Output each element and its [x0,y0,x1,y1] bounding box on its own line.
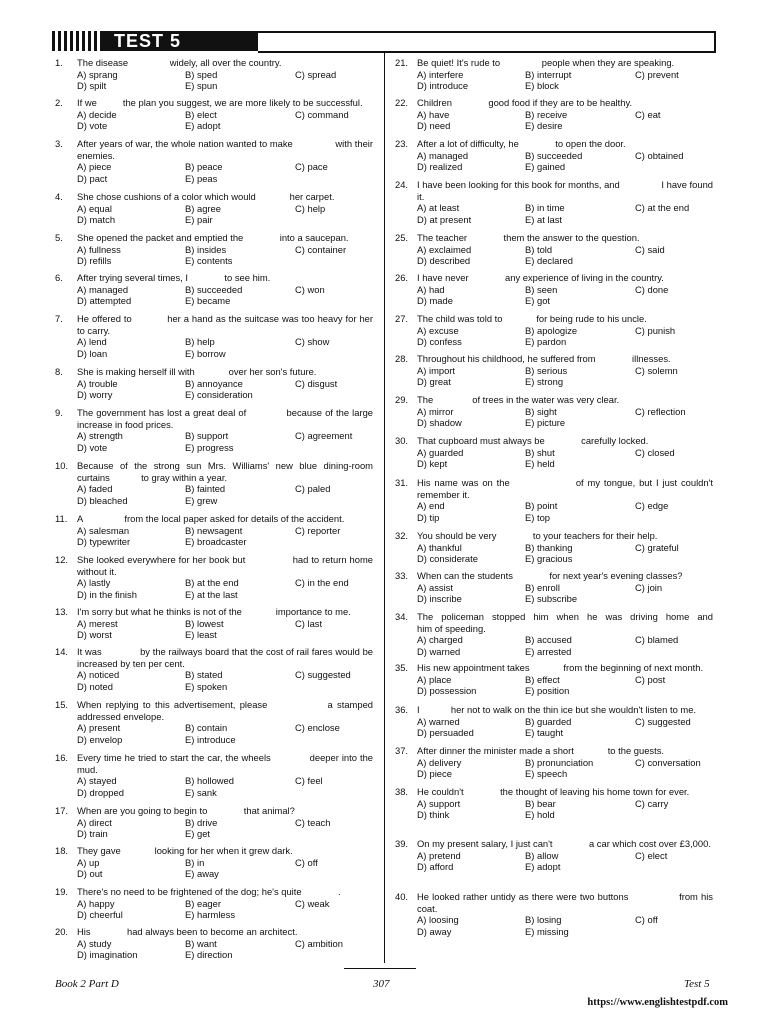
answer-option: D) described [417,255,471,267]
question-stem: They gave looking for her when it grew dark. [77,845,293,856]
question-stem: She opened the packet and emptied the into a saucepan. [77,232,349,243]
answer-option: A) direct [77,816,112,828]
answer-option: D) persuaded [417,727,474,739]
question-number: 30. [395,435,409,446]
answer-option: C) off [635,914,658,926]
answer-option: A) interfere [417,68,464,80]
answer-option: B) succeeded [525,149,583,161]
answer-option: C) punish [635,324,676,336]
question-number: 4. [55,191,63,202]
question-stem: She looked everywhere for her book but had to return home without it. [77,554,376,577]
answer-option: E) speech [525,768,568,780]
question-number: 23. [395,138,409,149]
answer-option: A) up [77,856,100,868]
answer-option: A) salesman [77,524,130,536]
question-number: 9. [55,407,63,418]
answer-option: D) afford [417,861,454,873]
answer-option: C) show [295,336,330,348]
question-number: 37. [395,745,409,756]
question-number: 13. [55,606,69,617]
answer-option: D) tip [417,511,440,523]
question-number: 16. [55,752,69,763]
question-stem: Throughout his childhood, he suffered from illnesses. [417,353,671,364]
question-stem: Every time he tried to start the car, the wheels deeper into the mud. [77,752,376,775]
answer-option: A) support [417,797,461,809]
answer-option: B) bear [525,797,556,809]
answer-option: A) piece [77,161,112,173]
answer-option: D) warned [417,645,461,657]
answer-option: A) had [417,283,445,295]
answer-option: D) need [417,120,451,132]
question-number: 40. [395,891,409,902]
answer-option: E) grew [185,494,218,506]
question-number: 32. [395,530,409,541]
answer-option: B) in [185,856,205,868]
answer-option: C) carry [635,797,669,809]
answer-option: D) noted [77,680,113,692]
answer-option: D) refills [77,255,112,267]
answer-option: C) conversation [635,756,701,768]
answer-option: D) envelop [77,733,123,745]
answer-option: A) managed [417,149,469,161]
question-stem: Because of the strong sun Mrs. Williams' new blue dining-room curtains to gray within a year. [77,460,376,483]
answer-option: E) sank [185,786,217,798]
answer-option: A) at least [417,202,460,214]
answer-option: B) eager [185,897,221,909]
answer-option: A) faded [77,483,113,495]
footer-test: Test 5 [684,978,710,990]
answer-option: C) won [295,283,325,295]
answer-option: A) lend [77,336,107,348]
answer-option: B) peace [185,161,223,173]
question-stem: When are you going to begin to that animal? [77,805,295,816]
question-stem: The teacher them the answer to the question. [417,232,640,243]
answer-option: A) charged [417,634,463,646]
answer-option: A) fullness [77,243,121,255]
question-number: 12. [55,554,69,565]
answer-option: D) inscribe [417,593,462,605]
answer-option: C) prevent [635,68,679,80]
answer-option: C) post [635,673,666,685]
answer-option: D) worst [77,629,112,641]
answer-option: C) at the end [635,202,690,214]
answer-option: C) in the end [295,577,349,589]
answer-option: D) bleached [77,494,128,506]
answer-option: B) annoyance [185,377,243,389]
answer-option: B) enroll [525,581,560,593]
answer-option: D) spilt [77,80,107,92]
question-number: 35. [395,662,409,673]
answer-option: C) reporter [295,524,341,536]
answer-option: B) stated [185,669,223,681]
question-number: 20. [55,926,69,937]
answer-option: B) contain [185,722,228,734]
question-stem: He couldn't the thought of leaving his home town for ever. [417,786,690,797]
question-stem: A from the local paper asked for details of the accident. [77,513,345,524]
answer-option: B) succeeded [185,283,243,295]
answer-option: B) insides [185,243,227,255]
question-stem: Be quiet! It's rude to people when they are speaking. [417,57,675,68]
answer-option: D) possession [417,685,477,697]
answer-option: C) reflection [635,405,686,417]
question-number: 36. [395,704,409,715]
answer-option: D) made [417,295,453,307]
question-stem: The child was told to for being rude to his uncle. [417,313,647,324]
header-stripes [52,31,98,51]
answer-option: E) held [525,458,555,470]
answer-option: C) spread [295,68,337,80]
answer-option: A) happy [77,897,115,909]
answer-option: A) guarded [417,446,464,458]
answer-option: E) block [525,80,559,92]
answer-option: B) losing [525,914,562,926]
answer-option: D) away [417,925,452,937]
answer-option: E) least [185,629,217,641]
answer-option: B) sight [525,405,557,417]
answer-option: E) got [525,295,551,307]
answer-option: B) guarded [525,715,572,727]
answer-option: E) adopt [525,861,561,873]
answer-option: E) spun [185,80,218,92]
answer-option: D) confess [417,336,462,348]
answer-option: E) spoken [185,680,228,692]
test-header [52,31,714,51]
answer-option: D) piece [417,768,452,780]
answer-option: A) noticed [77,669,120,681]
answer-option: B) lowest [185,617,224,629]
question-number: 5. [55,232,63,243]
answer-option: B) allow [525,849,559,861]
question-stem: It was by the railways board that the cost of rail fares would be increased by ten per cent. [77,646,376,669]
answer-option: A) import [417,364,456,376]
question-number: 33. [395,570,409,581]
answer-option: E) declared [525,255,573,267]
answer-option: E) strong [525,376,564,388]
answer-option: D) introduce [417,80,469,92]
question-stem: He looked rather untidy as there were two buttons from his coat. [417,891,716,914]
question-number: 17. [55,805,69,816]
answer-option: C) weak [295,897,330,909]
answer-option: D) typewriter [77,536,131,548]
answer-option: B) hollowed [185,775,234,787]
answer-option: A) end [417,500,445,512]
question-stem: If we the plan you suggest, we are more likely to be successful. [77,97,363,108]
answer-option: B) accused [525,634,572,646]
answer-option: C) solemn [635,364,678,376]
answer-option: A) study [77,937,112,949]
answer-option: A) strength [77,430,123,442]
answer-option: C) join [635,581,663,593]
header-rule [258,31,716,53]
answer-option: D) worry [77,389,113,401]
question-number: 25. [395,232,409,243]
answer-option: C) said [635,243,665,255]
answer-option: E) adopt [185,120,221,132]
question-stem: His name was on the of my tongue, but I just couldn't remember it. [417,477,716,500]
answer-option: A) have [417,108,450,120]
answer-option: B) point [525,500,558,512]
answer-option: C) teach [295,816,331,828]
answer-option: C) ambition [295,937,343,949]
answer-option: A) pretend [417,849,461,861]
answer-option: B) agree [185,202,221,214]
answer-option: A) warned [417,715,460,727]
answer-option: D) vote [77,120,108,132]
answer-option: B) receive [525,108,568,120]
answer-option: E) at last [525,213,562,225]
question-number: 18. [55,845,69,856]
answer-option: D) shadow [417,417,462,429]
answer-option: B) effect [525,673,560,685]
question-number: 21. [395,57,409,68]
answer-option: A) managed [77,283,129,295]
answer-option: A) present [77,722,121,734]
answer-option: D) considerate [417,553,478,565]
answer-option: A) excuse [417,324,459,336]
answer-option: B) drive [185,816,218,828]
answer-option: B) elect [185,108,217,120]
answer-option: A) sprang [77,68,118,80]
answer-option: C) agreement [295,430,353,442]
column-divider [384,53,385,963]
answer-option: E) pardon [525,336,567,348]
question-number: 11. [55,513,68,524]
question-stem: On my present salary, I just can't a car which cost over £3,000. [417,838,711,849]
answer-option: C) suggested [635,715,691,727]
answer-option: D) loan [77,347,108,359]
question-number: 8. [55,366,63,377]
question-number: 29. [395,394,409,405]
question-number: 31. [395,477,409,488]
answer-option: D) kept [417,458,448,470]
answer-option: A) assist [417,581,453,593]
answer-option: B) told [525,243,553,255]
answer-option: C) closed [635,446,675,458]
answer-option: E) contents [185,255,233,267]
answer-option: B) newsagent [185,524,243,536]
answer-option: E) borrow [185,347,226,359]
answer-option: D) in the finish [77,588,137,600]
question-number: 6. [55,272,63,283]
answer-option: D) train [77,828,108,840]
answer-option: B) shut [525,446,555,458]
question-stem: I'm sorry but what he thinks is not of the importance to me. [77,606,351,617]
answer-option: E) consideration [185,389,253,401]
question-number: 1. [55,57,63,68]
question-stem: Children good food if they are to be healthy. [417,97,633,108]
answer-option: C) suggested [295,669,351,681]
answer-option: E) gained [525,161,566,173]
answer-option: C) eat [635,108,661,120]
answer-option: C) edge [635,500,669,512]
answer-option: D) vote [77,441,108,453]
answer-option: B) interrupt [525,68,572,80]
answer-option: E) top [525,511,551,523]
answer-option: D) think [417,809,450,821]
answer-option: A) trouble [77,377,118,389]
question-stem: After a lot of difficulty, he to open the door. [417,138,626,149]
answer-option: E) away [185,868,219,880]
answer-option: D) pact [77,172,108,184]
answer-option: A) equal [77,202,112,214]
answer-option: E) broadcaster [185,536,247,548]
answer-option: E) hold [525,809,555,821]
answer-option: E) became [185,295,231,307]
question-stem: I have been looking for this book for months, and I have found it. [417,179,716,202]
answer-option: A) mirror [417,405,454,417]
question-stem: His new appointment takes from the beginning of next month. [417,662,704,673]
answer-option: E) taught [525,727,564,739]
answer-option: D) dropped [77,786,124,798]
answer-option: B) in time [525,202,565,214]
question-number: 3. [55,138,63,149]
question-stem: I her not to walk on the thin ice but she wouldn't listen to me. [417,704,697,715]
question-number: 14. [55,646,69,657]
answer-option: B) at the end [185,577,239,589]
question-stem: You should be very to your teachers for their help. [417,530,658,541]
question-stem: I have never any experience of living in the country. [417,272,664,283]
answer-option: E) peas [185,172,218,184]
answer-option: C) enclose [295,722,340,734]
answer-option: B) thanking [525,541,573,553]
question-stem: The government has lost a great deal of because of the large increase in food prices. [77,407,376,430]
answer-option: B) want [185,937,217,949]
footer-rule [344,968,416,969]
question-number: 38. [395,786,409,797]
answer-option: C) off [295,856,318,868]
page-number: 307 [373,978,390,990]
question-stem: The of trees in the water was very clear. [417,394,620,405]
answer-option: D) match [77,214,116,226]
source-url[interactable]: https://www.englishtestpdf.com [587,997,728,1008]
question-stem: After trying several times, I to see him. [77,272,271,283]
question-number: 19. [55,886,69,897]
answer-option: B) support [185,430,229,442]
question-number: 26. [395,272,409,283]
answer-option: E) direction [185,949,233,961]
answer-option: D) great [417,376,451,388]
question-number: 10. [55,460,69,471]
answer-option: B) sped [185,68,218,80]
answer-option: C) pace [295,161,328,173]
answer-option: E) progress [185,441,234,453]
answer-option: E) introduce [185,733,236,745]
answer-option: E) pair [185,214,213,226]
question-number: 2. [55,97,63,108]
answer-option: D) realized [417,161,463,173]
answer-option: D) cheerful [77,909,123,921]
answer-option: C) elect [635,849,668,861]
answer-option: C) container [295,243,347,255]
answer-option: A) lastly [77,577,111,589]
answer-option: E) arrested [525,645,572,657]
question-stem: There's no need to be frightened of the dog; he's quite . [77,886,341,897]
answer-option: C) feel [295,775,323,787]
question-stem: He offered to her a hand as the suitcase was too heavy for her to carry. [77,313,376,336]
question-stem: She chose cushions of a color which would her carpet. [77,191,335,202]
question-stem: The policeman stopped him when he was driving home and him of speeding. [417,611,750,634]
answer-option: D) imagination [77,949,138,961]
answer-option: A) exclaimed [417,243,472,255]
answer-option: E) missing [525,925,569,937]
answer-option: C) paled [295,483,331,495]
answer-option: C) grateful [635,541,679,553]
question-stem: The disease widely, all over the country. [77,57,282,68]
question-stem: That cupboard must always be carefully locked. [417,435,649,446]
answer-option: A) stayed [77,775,117,787]
answer-option: C) help [295,202,326,214]
answer-option: C) command [295,108,349,120]
answer-option: A) decide [77,108,117,120]
question-number: 28. [395,353,409,364]
question-stem: She is making herself ill with over her son's future. [77,366,317,377]
answer-option: E) desire [525,120,563,132]
question-number: 15. [55,699,69,710]
question-stem: After years of war, the whole nation wanted to make with their enemies. [77,138,376,161]
question-stem: After dinner the minister made a short to the guests. [417,745,664,756]
answer-option: C) last [295,617,323,629]
footer-book: Book 2 Part D [55,978,119,990]
answer-option: E) picture [525,417,566,429]
test-title: TEST 5 [100,31,258,51]
answer-option: D) out [77,868,103,880]
answer-option: E) gracious [525,553,573,565]
answer-option: A) merest [77,617,118,629]
answer-option: E) get [185,828,211,840]
question-number: 22. [395,97,409,108]
question-number: 34. [395,611,409,622]
answer-option: D) attempted [77,295,132,307]
question-stem: His had always been to become an architect. [77,926,298,937]
answer-option: E) harmless [185,909,236,921]
answer-option: E) at the last [185,588,238,600]
answer-option: A) delivery [417,756,462,768]
answer-option: A) place [417,673,452,685]
question-number: 7. [55,313,63,324]
answer-option: B) serious [525,364,568,376]
answer-option: A) thankful [417,541,462,553]
question-stem: When can the students for next year's evening classes? [417,570,683,581]
answer-option: C) obtained [635,149,684,161]
question-number: 39. [395,838,409,849]
answer-option: C) done [635,283,669,295]
answer-option: B) fainted [185,483,226,495]
question-number: 24. [395,179,409,190]
answer-option: C) blamed [635,634,679,646]
answer-option: B) pronunciation [525,756,594,768]
answer-option: B) seen [525,283,558,295]
answer-option: E) subscribe [525,593,578,605]
answer-option: B) help [185,336,215,348]
question-stem: When replying to this advertisement, please a stamped addressed envelope. [77,699,376,722]
answer-option: A) loosing [417,914,459,926]
answer-option: D) at present [417,213,472,225]
answer-option: E) position [525,685,570,697]
question-number: 27. [395,313,409,324]
answer-option: B) apologize [525,324,578,336]
answer-option: C) disgust [295,377,338,389]
